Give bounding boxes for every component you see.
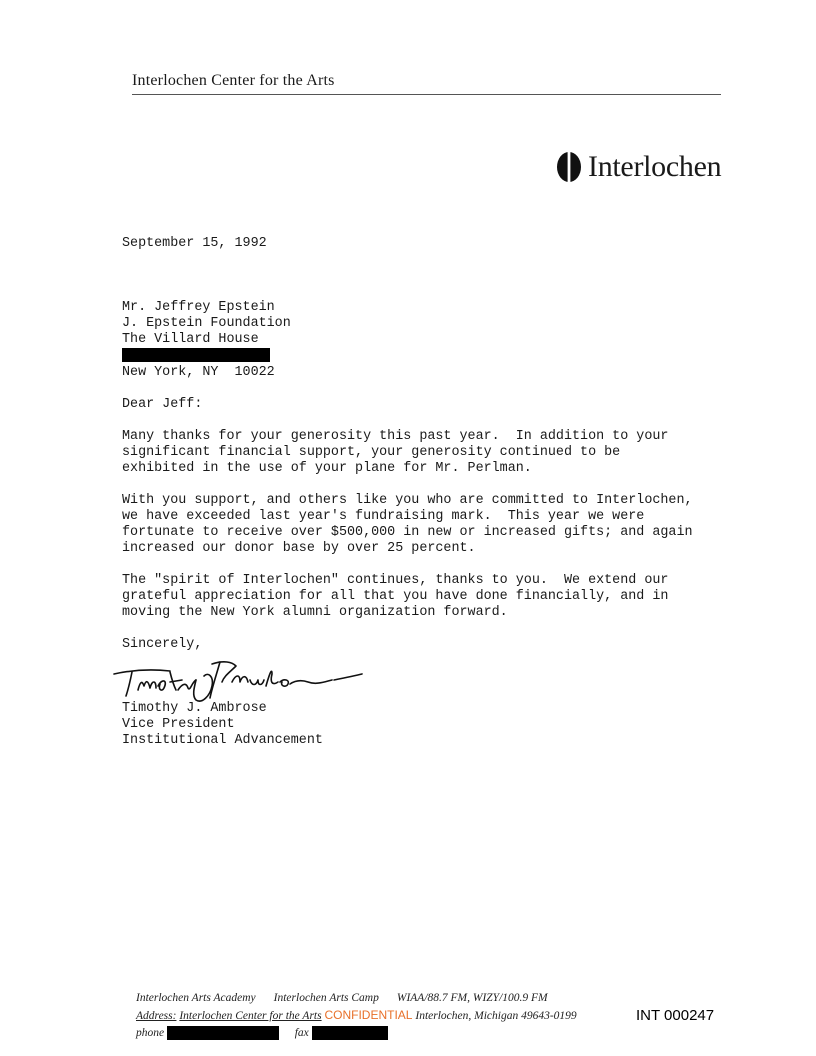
footer-address-city: Interlochen, Michigan 49643-0199 xyxy=(415,1010,577,1022)
signer-name: Timothy J. Ambrose xyxy=(122,700,267,716)
recipient-city-line: New York, NY 10022 xyxy=(122,364,275,380)
paragraph-2-line: fortunate to receive over $500,000 in new or increased gifts; and again xyxy=(122,524,693,540)
signer-title: Vice President xyxy=(122,716,235,732)
bates-number: INT 000247 xyxy=(636,1007,715,1024)
paragraph-2-line: With you support, and others like you who are committed to Interlochen, xyxy=(122,492,693,508)
paragraph-2-line: increased our donor base by over 25 percent. xyxy=(122,540,476,556)
letterhead-organization: Interlochen Center for the Arts xyxy=(132,72,335,89)
recipient-organization: J. Epstein Foundation xyxy=(122,316,291,331)
paragraph-2 xyxy=(122,493,722,557)
letterhead-rule xyxy=(132,94,721,95)
salutation: Dear Jeff: xyxy=(122,396,203,412)
confidential-stamp: CONFIDENTIAL xyxy=(324,1008,413,1022)
paragraph-3-line: The "spirit of Interlochen" continues, thanks to you. We extend our xyxy=(122,572,669,588)
logo-wordmark: Interlochen xyxy=(588,150,722,183)
closing: Sincerely, xyxy=(122,636,203,652)
signer-department: Institutional Advancement xyxy=(122,732,323,748)
paragraph-1-line: exhibited in the use of your plane for Mr. Perlman. xyxy=(122,460,532,476)
paragraph-1 xyxy=(122,429,722,477)
paragraph-3-line: moving the New York alumni organization forward. xyxy=(122,604,508,620)
paragraph-2-line: we have exceeded last year's fundraising mark. This year we were xyxy=(122,508,645,524)
letter-date: September 15, 1992 xyxy=(122,236,267,251)
footer-contact xyxy=(136,1025,577,1042)
footer-fax-label: fax xyxy=(294,1027,309,1039)
footer-address xyxy=(136,1007,577,1025)
redacted-street-address xyxy=(122,348,270,362)
paragraph-3 xyxy=(122,573,722,621)
redacted-phone xyxy=(167,1026,279,1040)
paragraph-1-line: Many thanks for your generosity this past year. In addition to your xyxy=(122,428,669,444)
handwritten-signature xyxy=(112,652,372,712)
footer-programs xyxy=(136,990,577,1007)
footer-camp: Interlochen Arts Camp xyxy=(273,992,379,1004)
footer-academy: Interlochen Arts Academy xyxy=(136,992,256,1004)
interlochen-logo-icon xyxy=(556,151,582,183)
redacted-fax xyxy=(312,1026,388,1040)
letterhead-footer xyxy=(136,990,577,1042)
recipient-name: Mr. Jeffrey Epstein xyxy=(122,300,275,315)
paragraph-1-line: significant financial support, your generosity continued to be xyxy=(122,444,621,460)
footer-radio: WIAA/88.7 FM, WIZY/100.9 FM xyxy=(396,992,548,1004)
interlochen-logo xyxy=(556,150,721,184)
footer-address-org: Interlochen Center for the Arts xyxy=(179,1010,322,1022)
footer-address-label: Address: xyxy=(136,1010,177,1022)
paragraph-3-line: grateful appreciation for all that you have done financially, and in xyxy=(122,588,669,604)
recipient-building: The Villard House xyxy=(122,332,259,347)
footer-phone-label: phone xyxy=(136,1027,165,1039)
